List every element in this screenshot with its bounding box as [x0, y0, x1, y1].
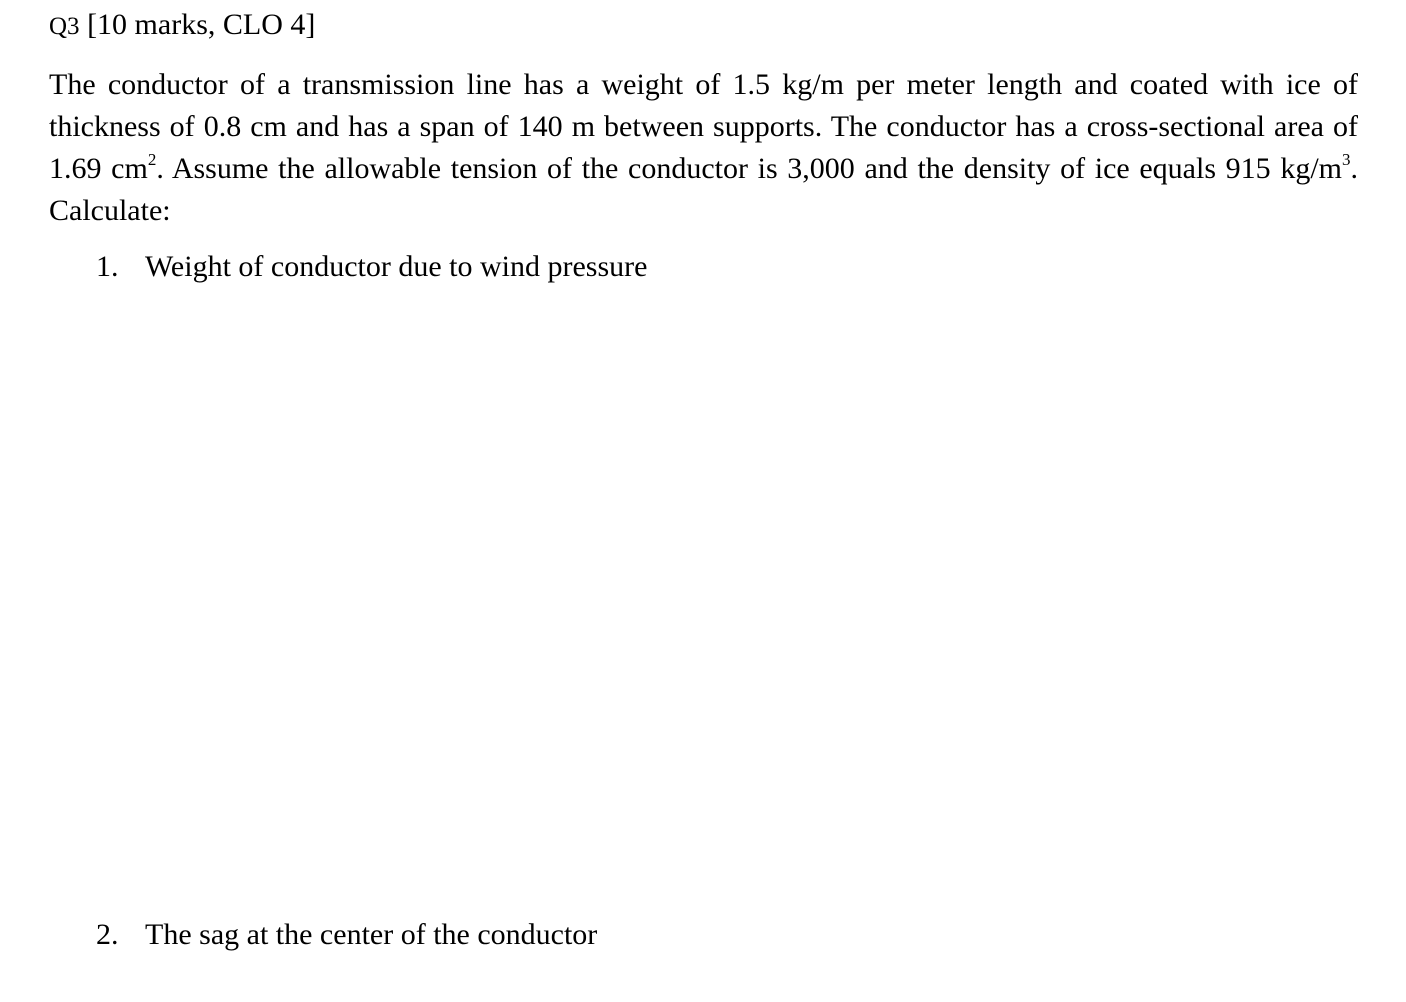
list-item-text: The sag at the center of the conductor — [145, 918, 598, 951]
question-marks: [10 marks, CLO 4] — [87, 8, 316, 41]
list-item — [96, 248, 647, 286]
question-heading — [49, 6, 315, 46]
paragraph-text-3: . Calculate: — [49, 152, 1358, 227]
density-unit-superscript: 3 — [1342, 150, 1351, 169]
list-item — [96, 916, 597, 954]
question-paragraph — [49, 64, 1358, 232]
list-item-number: 1. — [96, 250, 119, 283]
area-unit-superscript: 2 — [147, 150, 157, 169]
list-item-text: Weight of conductor due to wind pressure — [145, 250, 648, 283]
paragraph-text-2: . Assume the allowable tension of the conductor is 3,000 and the density of ice equals 915 kg/m — [156, 152, 1342, 185]
question-label: Q3 — [49, 13, 80, 40]
list-item-number: 2. — [96, 918, 119, 951]
paragraph-text-1: The conductor of a transmission line has a weight of 1.5 kg/m per meter length and coated with ice of thickness of 0.8 cm and has a span of 140 m between supports. The conductor has a cross-sectional area of 1.69 cm — [49, 68, 1358, 185]
